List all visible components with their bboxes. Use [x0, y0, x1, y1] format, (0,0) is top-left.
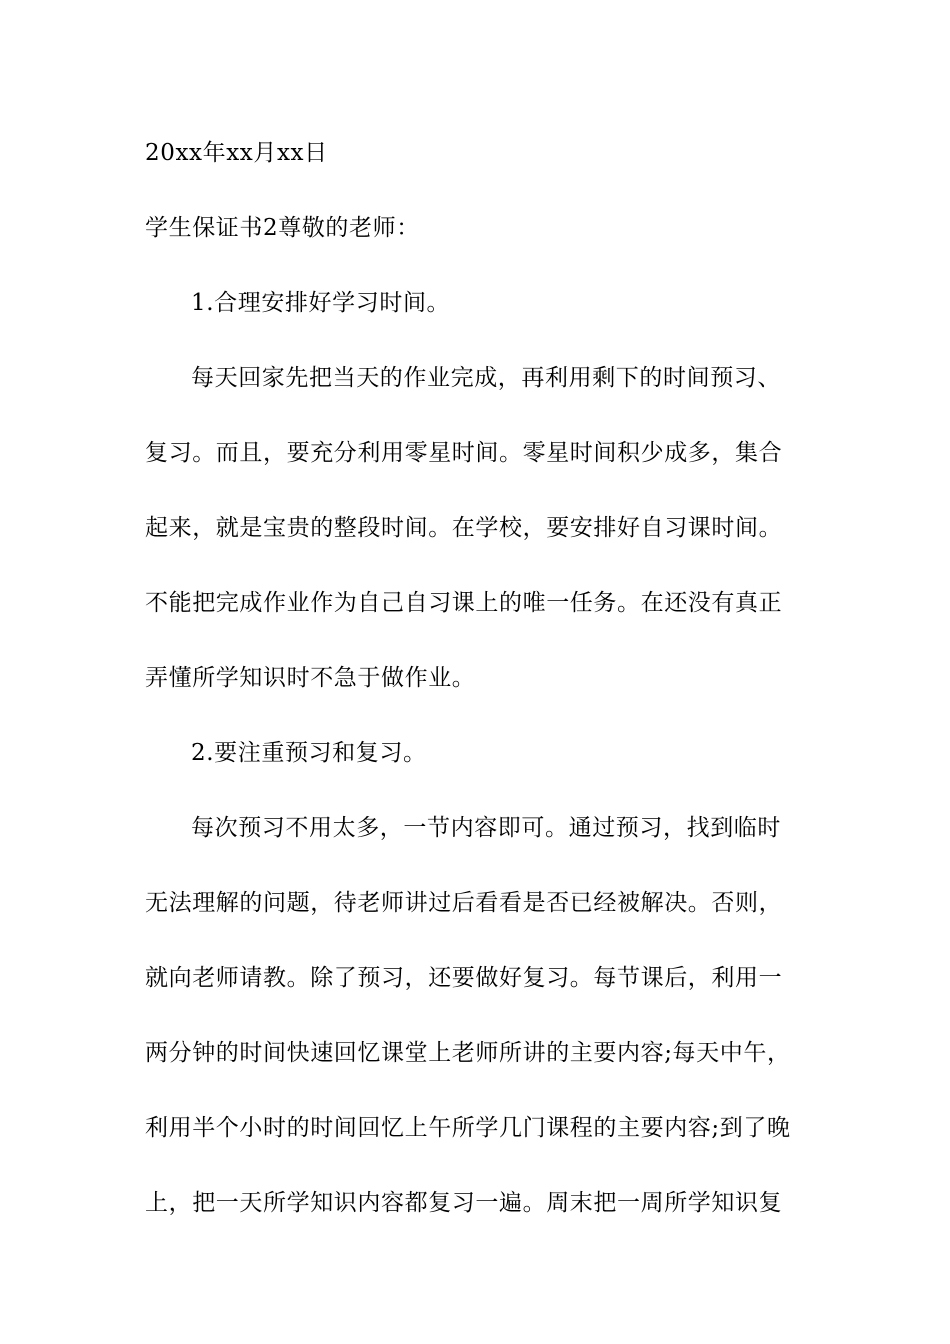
- date-line: 20xx年xx月xx日: [145, 140, 328, 166]
- paragraph-line: 两分钟的时间快速回忆课堂上老师所讲的主要内容;每天中午，: [145, 1040, 791, 1066]
- paragraph-line: 每天回家先把当天的作业完成，再利用剩下的时间预习、: [191, 365, 781, 391]
- heading-2: 2.要注重预习和复习。: [191, 740, 427, 766]
- paragraph-line: 上，把一天所学知识内容都复习一遍。周末把一周所学知识复: [145, 1190, 783, 1216]
- paragraph-line: 弄懂所学知识时不急于做作业。: [145, 665, 476, 691]
- paragraph-line: 就向老师请教。除了预习，还要做好复习。每节课后，利用一: [145, 965, 783, 991]
- paragraph-line: 复习。而且，要充分利用零星时间。零星时间积少成多，集合: [145, 440, 783, 466]
- heading-1: 1.合理安排好学习时间。: [191, 290, 451, 316]
- title-salutation-line: 学生保证书2尊敬的老师：: [145, 215, 420, 241]
- paragraph-line: 起来，就是宝贵的整段时间。在学校，要安排好自习课时间。: [145, 515, 783, 541]
- paragraph-line: 每次预习不用太多，一节内容即可。通过预习，找到临时: [191, 815, 781, 841]
- paragraph-line: 利用半个小时的时间回忆上午所学几门课程的主要内容;到了晚: [145, 1115, 791, 1141]
- paragraph-line: 无法理解的问题，待老师讲过后看看是否已经被解决。否则，: [145, 890, 783, 916]
- document-body: [145, 130, 810, 1255]
- paragraph-line: 不能把完成作业作为自己自习课上的唯一任务。在还没有真正: [145, 590, 783, 616]
